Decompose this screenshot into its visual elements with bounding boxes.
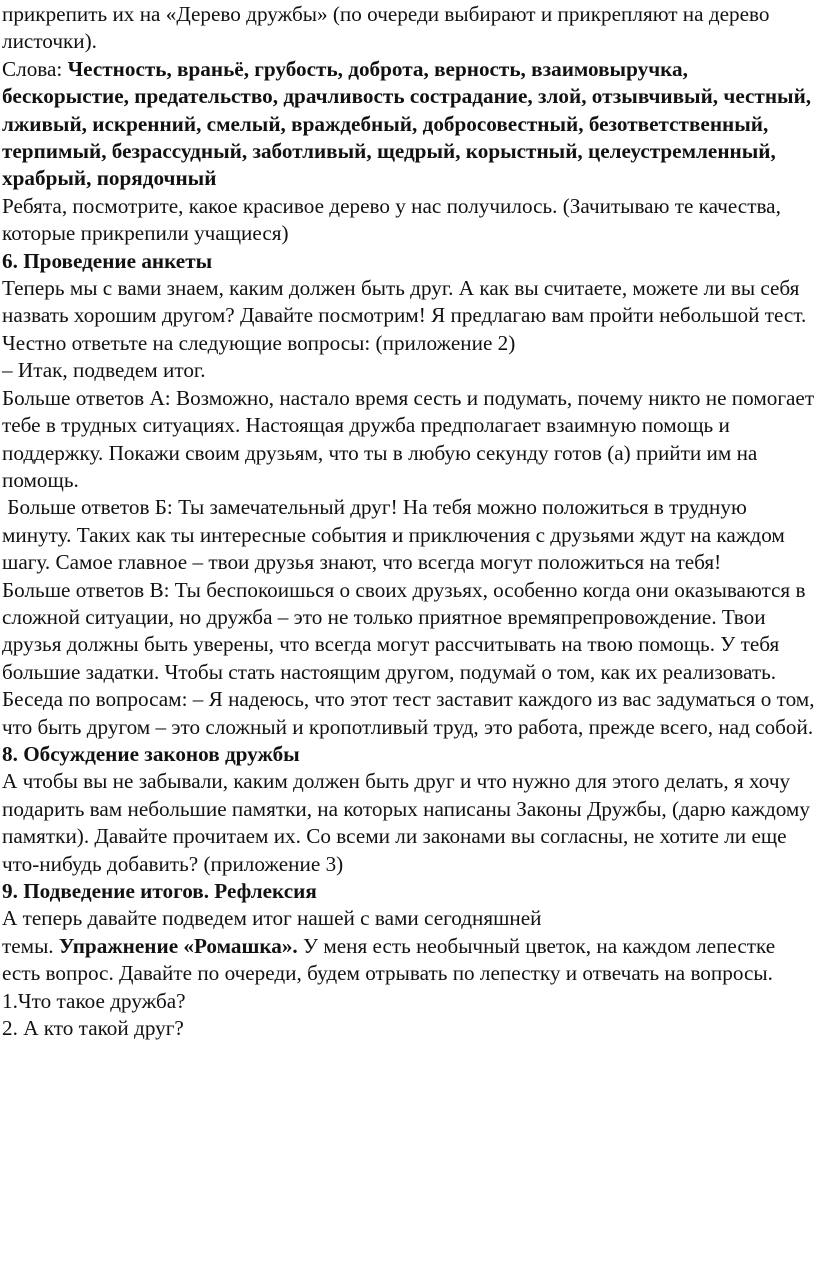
- paragraph-answers-a: Больше ответов А: Возможно, настало время сесть и подумать, почему никто не помогает тебе в трудных ситуациях. Настоящая дружба предполагает взаимную помощь и поддержку. Покажи своим друзьям, что ты в любую секунду готов (а) прийти им на помощь.: [2, 385, 815, 492]
- heading-section-8: 8. Обсуждение законов дружбы: [2, 741, 300, 766]
- question-1: 1.Что такое дружба?: [2, 988, 186, 1013]
- exercise-title: Упражнение «Ромашка».: [58, 933, 298, 958]
- paragraph-intro: прикрепить их на «Дерево дружбы» (по очереди выбирают и прикрепляют на дерево листочки).: [2, 2, 770, 54]
- question-2: 2. А кто такой друг?: [2, 1016, 184, 1041]
- reflect-body: У меня есть необычный цветок, на каждом лепестке есть вопрос. Давайте по очереди, будем отрывать по лепестку и отвечать на вопросы.: [2, 933, 781, 986]
- paragraph-tree: Ребята, посмотрите, какое красивое дерево у нас получилось. (Зачитываю те качества, которые прикрепили учащиеся): [2, 193, 781, 246]
- paragraph-test: Теперь мы с вами знаем, каким должен быть друг. А как вы считаете, можете ли вы себя назвать хорошим другом? Давайте посмотрим! Я предлагаю вам пройти небольшой тест. Честно ответьте на следующие вопросы: (приложение 2): [2, 276, 807, 355]
- words-list: Честность, враньё, грубость, доброта, верность, взаимовыручка, бескорыстие, предательство, драчливость сострадание, злой, отзывчивый, честный, лживый, искренний, смелый, враждебный, добросовестный, безответственный, терпимый, безрассудный, заботливый, щедрый, корыстный, целеустремленный, храбрый, порядочный: [2, 56, 812, 191]
- paragraph-answers-b: Больше ответов Б: Ты замечательный друг! На тебя можно положиться в трудную минуту. Таких как ты интересные события и приключения с друзьями ждут на каждом шагу. Самое главное – твои друзья знают, что всегда могут положиться на тебя!: [2, 495, 791, 575]
- paragraph-answers-c: Больше ответов В: Ты беспокоишься о своих друзьях, особенно когда они оказываются в сложной ситуации, но дружба – это не только приятное времяпрепровождение. Твои друзья должны быть уверены, что всегда могут рассчитывать на твою помощь. У тебя большие задатки. Чтобы стать настоящим другом, подумай о том, как их реализовать.: [2, 577, 806, 684]
- paragraph-words: [2, 56, 816, 193]
- paragraph-summary: – Итак, подведем итог.: [2, 358, 206, 383]
- paragraph-laws: А чтобы вы не забывали, каким должен быть друг и что нужно для этого делать, я хочу подарить вам небольшие памятки, на которых написаны Законы Дружбы, (дарю каждому памятки). Давайте прочитаем их. Со всеми ли законами вы согласны, не хотите ли еще что-нибудь добавить? (приложение 3): [2, 769, 810, 876]
- paragraph-reflect: [2, 933, 816, 988]
- heading-section-6: 6. Проведение анкеты: [2, 248, 213, 273]
- paragraph-talk: Беседа по вопросам: – Я надеюсь, что этот тест заставит каждого из вас задуматься о том, что быть другом – это сложный и кропотливый труд, это работа, прежде всего, над собой.: [2, 687, 815, 739]
- paragraph-reflect-line-1: А теперь давайте подведем итог нашей с вами сегодняшней: [2, 906, 542, 931]
- reflect-lead: темы.: [2, 933, 59, 958]
- words-label: Слова:: [2, 56, 68, 81]
- heading-section-9: 9. Подведение итогов. Рефлексия: [2, 879, 317, 903]
